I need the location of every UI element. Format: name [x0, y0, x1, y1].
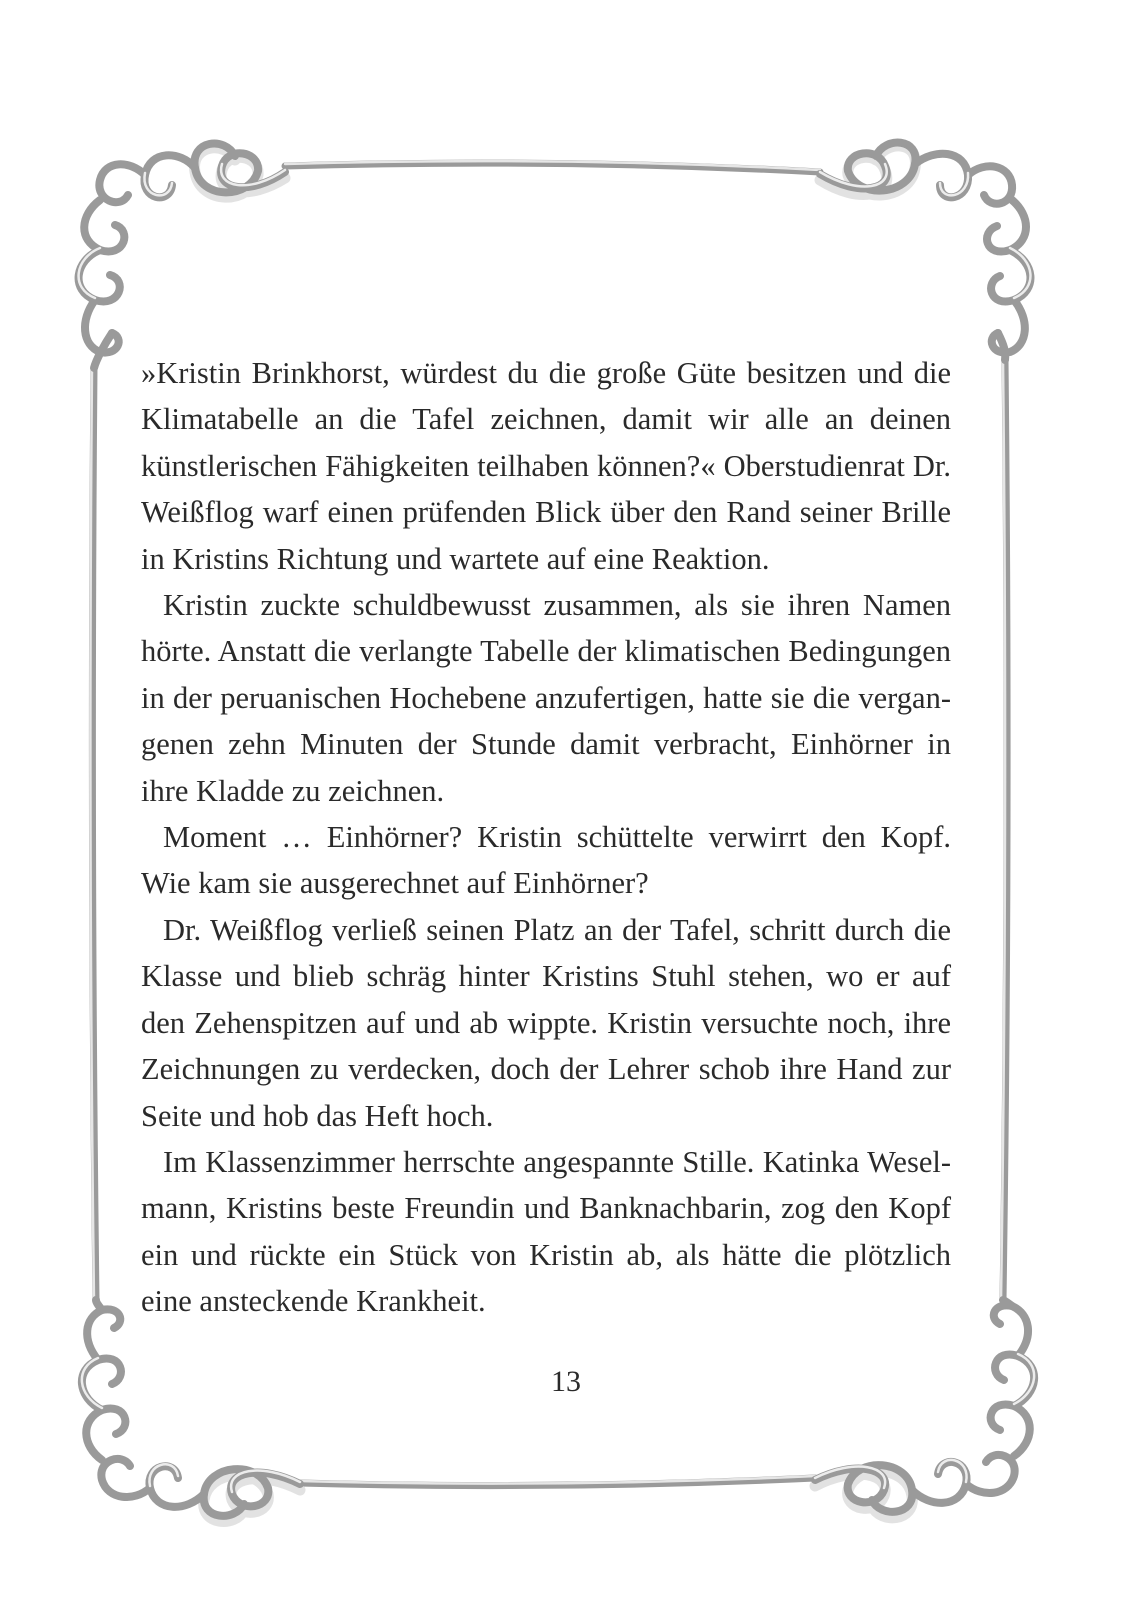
body-text: [141, 350, 951, 1325]
paragraph-3: Moment … Einhörner? Kristin schüttelte verwirrt den Kopf. Wie kam sie ausgerechnet auf Einhörner?: [141, 820, 951, 901]
page-number: 13: [551, 1365, 581, 1398]
corner-bottom-left-ornament: [82, 1300, 300, 1521]
paragraph-4: Dr. Weißflog verließ seinen Platz an der Tafel, schritt durch die Klasse und blieb schräg hinter Kristins Stuhl stehen, wo er auf den Zehenspitzen auf und ab wippte. Kristin versuchte noch, ihre Zeichnungen zu verdecken, doch der Lehrer schob ihre Hand zur Seite und hob das Heft hoch.: [141, 912, 951, 1133]
corner-bottom-right-ornament: [815, 1300, 1034, 1518]
paragraph-1: »Kristin Brinkhorst, würdest du die große Güte besitzen und die Klimatabelle an die Tafel zeichnen, damit wir alle an deinen künstlerischen Fähigkeiten teilhaben können?« Oberstudienrat Dr. Weißflog warf einen prüfenden Blick über den Rand seiner Brille in Kristins Richtung und wartete auf eine Reaktion.: [141, 356, 951, 576]
paragraph-5: Im Klassenzimmer herrschte angespannte Stille. Katinka Weselmann, Kristins beste Freundin und Banknachbarin, zog den Kopf ein und rückte ein Stück von Kristin ab, als hätte die plötzlich eine ansteckende Krankheit.: [141, 1144, 951, 1319]
corner-top-right-ornament: [820, 143, 1030, 360]
paragraph-2: Kristin zuckte schuldbewusst zusammen, als sie ihren Namen hörte. Anstatt die verlangte Tabelle der klimatischen Bedingungen in der peruanischen Hochebene anzufertigen, hatte sie die vergangenen zehn Minuten der Stunde damit verbracht, Einhörner in ihre Kladde zu zeichnen.: [141, 588, 951, 808]
corner-top-left-ornament: [79, 144, 285, 369]
